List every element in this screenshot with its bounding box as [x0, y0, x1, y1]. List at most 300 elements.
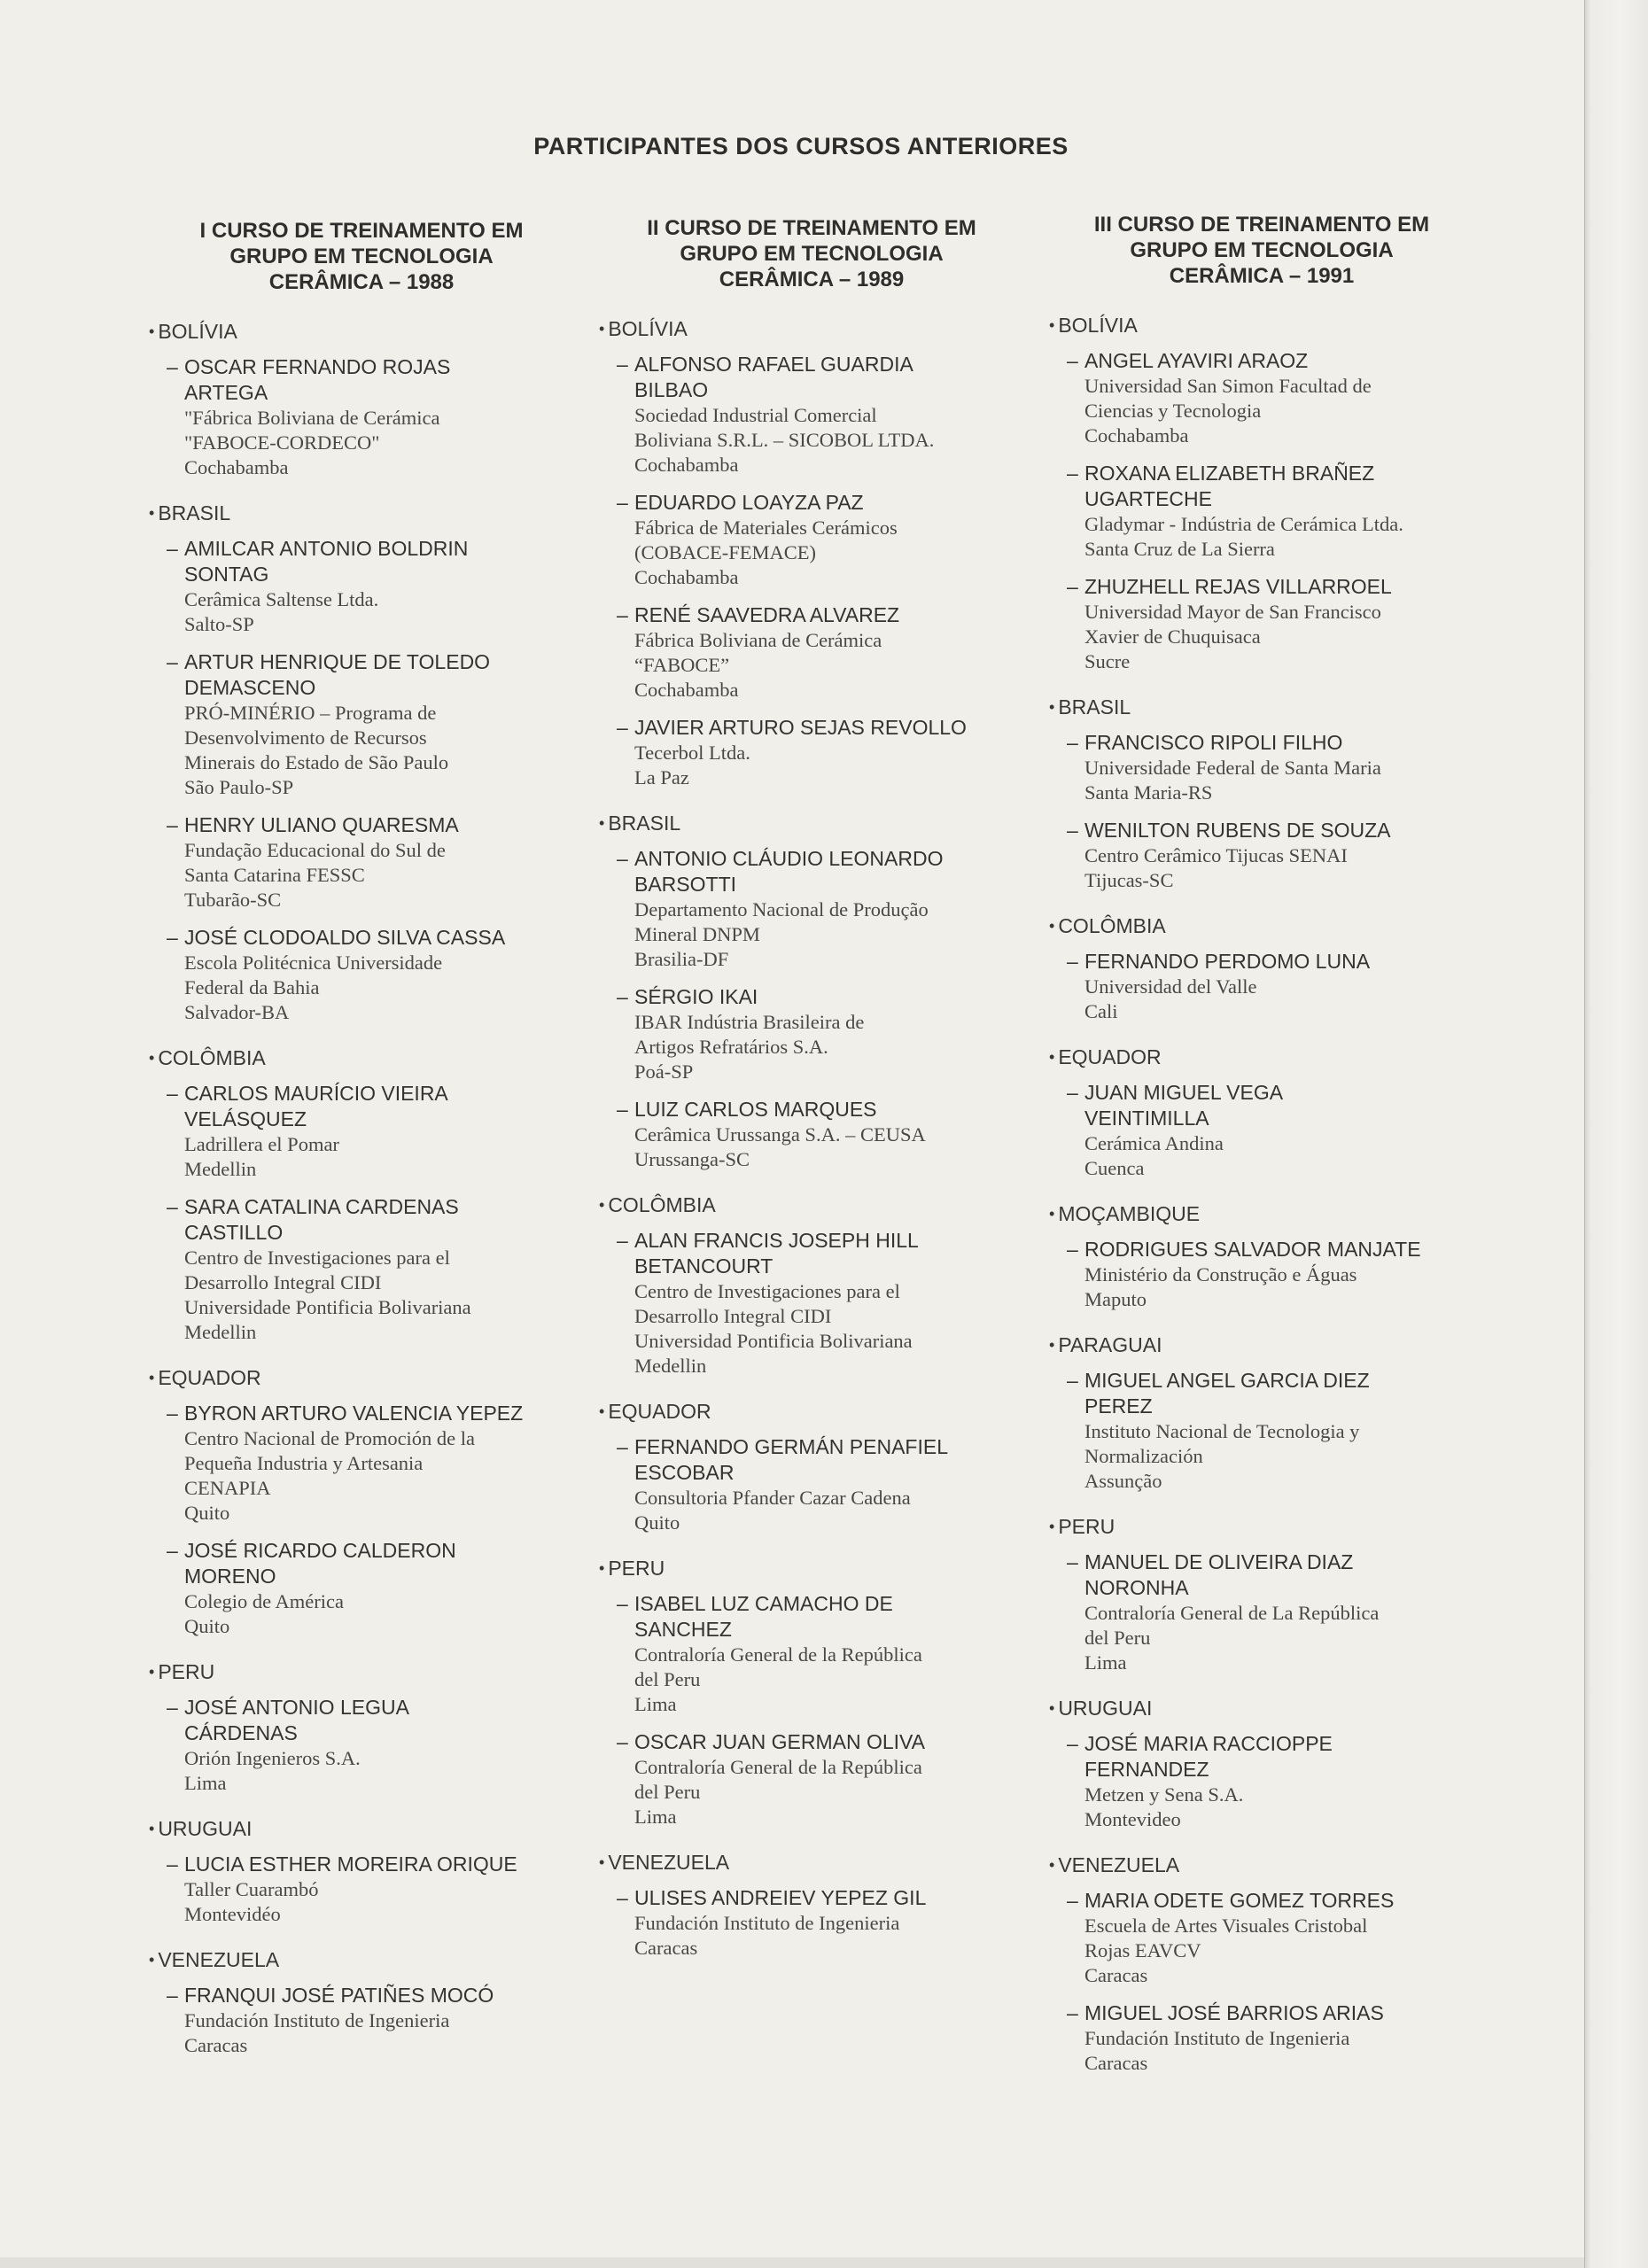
country-heading: [1049, 314, 1474, 338]
participant-affiliation: [1067, 1262, 1474, 1312]
affiliation-line: Metzen y Sena S.A.: [1084, 1783, 1244, 1806]
participant-name-line: ANTONIO CLÁUDIO LEONARDO: [634, 847, 944, 870]
course-heading-line: II CURSO DE TREINAMENTO EM: [647, 216, 976, 240]
participant-name: [1067, 730, 1474, 756]
affiliation-line: Medellin: [634, 1355, 707, 1377]
participant-name: [617, 846, 1024, 897]
affiliation-line: Cerâmica Urussanga S.A. – CEUSA: [634, 1123, 926, 1146]
participant-affiliation: [1067, 1914, 1474, 1988]
participant-name-line: ZHUZHELL REJAS VILLARROEL: [1084, 575, 1392, 598]
bullet-icon: •: [599, 1559, 605, 1577]
bullet-icon: •: [1049, 316, 1055, 334]
participant-name-line: VEINTIMILLA: [1084, 1107, 1209, 1130]
affiliation-line: IBAR Indústria Brasileira de: [634, 1011, 865, 1033]
participant-name-line: JOSÉ CLODOALDO SILVA CASSA: [184, 926, 506, 949]
course-heading-line: I CURSO DE TREINAMENTO EM: [199, 219, 524, 243]
country-heading: [1049, 1853, 1474, 1877]
affiliation-line: Sucre: [1084, 650, 1131, 672]
affiliation-line: Santa Maria-RS: [1084, 781, 1213, 804]
participant-name-line: SÉRGIO IKAI: [634, 985, 758, 1008]
participant-affiliation: [167, 1246, 574, 1345]
participant-name: [1067, 348, 1474, 374]
affiliation-line: Orión Ingenieros S.A.: [184, 1747, 361, 1769]
participant-name-line: LUCIA ESTHER MOREIRA ORIQUE: [184, 1852, 517, 1876]
participant-name: [167, 1081, 574, 1132]
participant-name: [1067, 818, 1474, 843]
affiliation-line: Cerámica Andina: [1084, 1132, 1224, 1154]
participant-name: [167, 1695, 574, 1746]
participant-name: [167, 1538, 574, 1589]
course-heading-line: CERÂMICA – 1991: [1169, 264, 1355, 288]
participant-name-line: AMILCAR ANTONIO BOLDRIN: [184, 537, 469, 560]
dash-mark: –: [1067, 1889, 1078, 1912]
participant-name: [1067, 2000, 1474, 2026]
participant-entry: [617, 1434, 1024, 1535]
dash-mark: –: [617, 353, 628, 376]
participant-name-line: PEREZ: [1084, 1394, 1153, 1418]
participant-entry: [1067, 1550, 1474, 1675]
participant-affiliation: [617, 1010, 1024, 1084]
participant-affiliation: [167, 1589, 574, 1639]
affiliation-line: PRÓ-MINÉRIO – Programa de: [184, 702, 437, 724]
affiliation-line: Desarrollo Integral CIDI: [184, 1271, 382, 1293]
participant-entry: [617, 1885, 1024, 1961]
country-heading: [1049, 1202, 1474, 1226]
participant-name-line: OSCAR JUAN GERMAN OLIVA: [634, 1730, 926, 1753]
affiliation-line: Quito: [184, 1615, 230, 1637]
participant-entry: [167, 1538, 574, 1639]
participant-name: [1067, 574, 1474, 600]
dash-mark: –: [167, 1402, 178, 1425]
dash-mark: –: [617, 1592, 628, 1615]
country-heading: [599, 317, 1024, 341]
affiliation-line: Universidade Pontificia Bolivariana: [184, 1296, 471, 1318]
participant-affiliation: [617, 1279, 1024, 1379]
participant-affiliation: [1067, 756, 1474, 805]
dash-mark: –: [167, 355, 178, 378]
participant-name-line: RENÉ SAAVEDRA ALVAREZ: [634, 603, 900, 626]
affiliation-line: Tecerbol Ltda.: [634, 742, 750, 764]
country-heading: [1049, 1697, 1474, 1720]
affiliation-line: Ministério da Construção e Águas: [1084, 1263, 1357, 1285]
affiliation-line: Federal da Bahia: [184, 976, 320, 998]
country-heading: [599, 1557, 1024, 1581]
dash-mark: –: [617, 1730, 628, 1753]
participant-name: [617, 1729, 1024, 1755]
country-name: COLÔMBIA: [608, 1193, 716, 1216]
participant-affiliation: [1067, 374, 1474, 448]
participant-name-line: SONTAG: [184, 563, 269, 586]
affiliation-line: São Paulo-SP: [184, 776, 294, 798]
participant-affiliation: [1067, 1131, 1474, 1181]
affiliation-line: Poá-SP: [634, 1060, 694, 1083]
country-heading: [149, 1660, 574, 1684]
dash-mark: –: [1067, 1732, 1078, 1755]
affiliation-line: Universidad del Valle: [1084, 975, 1257, 998]
affiliation-line: “FABOCE”: [634, 654, 730, 676]
affiliation-line: Minerais do Estado de São Paulo: [184, 751, 449, 773]
country-heading: [149, 1046, 574, 1070]
participant-affiliation: [167, 701, 574, 800]
participant-entry: [1067, 730, 1474, 805]
participant-affiliation: [617, 1643, 1024, 1717]
dash-mark: –: [1067, 1238, 1078, 1261]
participant-entry: [617, 846, 1024, 972]
course-heading-line: CERÂMICA – 1989: [719, 268, 905, 291]
participant-affiliation: [617, 1755, 1024, 1829]
participant-affiliation: [167, 1426, 574, 1526]
participant-entry: [1067, 1888, 1474, 1988]
bullet-icon: •: [1049, 698, 1055, 716]
affiliation-line: Fábrica Boliviana de Cerámica: [634, 629, 882, 651]
dash-mark: –: [1067, 950, 1078, 973]
participant-name-line: CASTILLO: [184, 1221, 284, 1244]
participant-entry: [167, 354, 574, 480]
participant-affiliation: [167, 2008, 574, 2058]
country-name: URUGUAI: [1058, 1697, 1153, 1720]
participant-entry: [617, 984, 1024, 1084]
participant-name: [1067, 461, 1474, 512]
bullet-icon: •: [149, 1820, 155, 1837]
dash-mark: –: [1067, 2001, 1078, 2024]
country-name: EQUADOR: [608, 1400, 711, 1423]
participant-name: [617, 1097, 1024, 1122]
participant-entry: [167, 536, 574, 637]
affiliation-line: "FABOCE-CORDECO": [184, 431, 380, 454]
participant-affiliation: [1067, 843, 1474, 893]
dash-mark: –: [1067, 1081, 1078, 1104]
bullet-icon: •: [599, 1196, 605, 1214]
dash-mark: –: [1067, 462, 1078, 485]
dash-mark: –: [617, 1229, 628, 1252]
participant-name: [167, 536, 574, 587]
participant-name-line: CARLOS MAURÍCIO VIEIRA: [184, 1082, 448, 1105]
participant-entry: [1067, 574, 1474, 674]
participant-name-line: VELÁSQUEZ: [184, 1107, 307, 1130]
participant-name: [167, 1401, 574, 1426]
bullet-icon: •: [1049, 1048, 1055, 1066]
country-name: PERU: [1058, 1515, 1116, 1538]
affiliation-line: Cochabamba: [634, 454, 739, 476]
participant-affiliation: [167, 406, 574, 480]
participant-affiliation: [167, 587, 574, 637]
affiliation-line: Departamento Nacional de Produção: [634, 898, 929, 920]
affiliation-line: Cochabamba: [634, 566, 739, 588]
affiliation-line: Caracas: [184, 2034, 248, 2056]
participant-name-line: CÁRDENAS: [184, 1721, 298, 1744]
participant-affiliation: [1067, 975, 1474, 1024]
bullet-icon: •: [149, 322, 155, 340]
country-heading: [1049, 1515, 1474, 1539]
participant-affiliation: [617, 1486, 1024, 1535]
affiliation-line: Escuela de Artes Visuales Cristobal: [1084, 1915, 1368, 1937]
participant-name-line: JOSÉ ANTONIO LEGUA: [184, 1696, 409, 1719]
affiliation-line: Universidad Pontificia Bolivariana: [634, 1330, 913, 1352]
participant-name: [617, 715, 1024, 741]
participant-name-line: MORENO: [184, 1565, 276, 1588]
participant-name: [1067, 1550, 1474, 1601]
country-name: COLÔMBIA: [158, 1046, 266, 1069]
affiliation-line: Desarrollo Integral CIDI: [634, 1305, 832, 1327]
affiliation-line: Taller Cuarambó: [184, 1878, 319, 1900]
country-heading: [1049, 1045, 1474, 1069]
affiliation-line: Maputo: [1084, 1288, 1147, 1310]
affiliation-line: Sociedad Industrial Comercial: [634, 404, 877, 426]
bullet-icon: •: [599, 1853, 605, 1871]
participant-entry: [167, 1081, 574, 1182]
country-name: BRASIL: [608, 812, 681, 835]
affiliation-line: Fundación Instituto de Ingenieria: [634, 1912, 900, 1934]
page-bottom-edge: [0, 2257, 1584, 2268]
page-edge: [1584, 0, 1648, 2268]
participant-name: [167, 1194, 574, 1246]
country-name: MOÇAMBIQUE: [1058, 1202, 1201, 1225]
participant-affiliation: [1067, 1419, 1474, 1494]
country-name: BOLÍVIA: [608, 317, 688, 340]
participant-name-line: ARTUR HENRIQUE DE TOLEDO: [184, 650, 491, 673]
participant-name-line: ISABEL LUZ CAMACHO DE: [634, 1592, 893, 1615]
participant-name-line: JUAN MIGUEL VEGA: [1084, 1081, 1284, 1104]
affiliation-line: Lima: [634, 1806, 677, 1828]
participant-name: [1067, 1237, 1474, 1262]
affiliation-line: Ladrillera el Pomar: [184, 1133, 339, 1155]
participant-name-line: WENILTON RUBENS DE SOUZA: [1084, 819, 1391, 842]
participant-name-line: BETANCOURT: [634, 1254, 773, 1278]
bullet-icon: •: [149, 1369, 155, 1386]
affiliation-line: La Paz: [634, 766, 689, 788]
course-heading-line: GRUPO EM TECNOLOGIA: [1130, 238, 1394, 262]
participant-name-line: HENRY ULIANO QUARESMA: [184, 813, 459, 836]
participant-affiliation: [1067, 600, 1474, 674]
affiliation-line: Caracas: [1084, 2052, 1148, 2074]
dash-mark: –: [617, 985, 628, 1008]
bullet-icon: •: [1049, 1336, 1055, 1354]
bullet-icon: •: [1049, 1699, 1055, 1717]
participant-name: [1067, 1731, 1474, 1783]
country-name: VENEZUELA: [158, 1948, 280, 1971]
affiliation-line: Santa Cruz de La Sierra: [1084, 538, 1275, 560]
country-heading: [1049, 695, 1474, 719]
participant-affiliation: [167, 951, 574, 1025]
affiliation-line: Quito: [184, 1502, 230, 1524]
country-name: VENEZUELA: [1058, 1853, 1180, 1876]
dash-mark: –: [1067, 1369, 1078, 1392]
participant-affiliation: [617, 897, 1024, 972]
dash-mark: –: [617, 491, 628, 514]
country-heading: [599, 1193, 1024, 1217]
participant-affiliation: [617, 1122, 1024, 1172]
participant-affiliation: [167, 838, 574, 913]
country-name: PERU: [608, 1557, 665, 1580]
participant-entry: [1067, 1368, 1474, 1494]
affiliation-line: Brasilia-DF: [634, 948, 729, 970]
country-heading: [599, 1851, 1024, 1875]
dash-mark: –: [617, 847, 628, 870]
participant-name-line: ALFONSO RAFAEL GUARDIA: [634, 353, 913, 376]
participant-name-line: OSCAR FERNANDO ROJAS: [184, 355, 451, 378]
bullet-icon: •: [149, 504, 155, 522]
participant-entry: [617, 602, 1024, 703]
dash-mark: –: [167, 813, 178, 836]
participant-entry: [1067, 348, 1474, 448]
participant-name: [1067, 1080, 1474, 1131]
participant-entry: [1067, 2000, 1474, 2076]
affiliation-line: Cerâmica Saltense Ltda.: [184, 588, 379, 610]
affiliation-line: Pequeña Industria y Artesania: [184, 1452, 424, 1474]
affiliation-line: Cochabamba: [634, 679, 739, 701]
bullet-icon: •: [149, 1951, 155, 1969]
affiliation-line: Lima: [184, 1772, 227, 1794]
participant-name: [617, 352, 1024, 403]
country-name: BRASIL: [158, 501, 231, 524]
affiliation-line: Fundação Educacional do Sul de: [184, 839, 446, 861]
course-heading-line: GRUPO EM TECNOLOGIA: [229, 245, 494, 268]
course-column-1989: [599, 215, 1024, 1973]
participant-affiliation: [1067, 512, 1474, 562]
participant-entry: [167, 1695, 574, 1796]
affiliation-line: CENAPIA: [184, 1477, 271, 1499]
participant-name-line: ESCOBAR: [634, 1461, 735, 1484]
affiliation-line: Medellin: [184, 1158, 257, 1180]
country-heading: [149, 501, 574, 525]
dash-mark: –: [617, 603, 628, 626]
dash-mark: –: [167, 1082, 178, 1105]
participant-name-line: FRANCISCO RIPOLI FILHO: [1084, 731, 1343, 754]
participant-entry: [167, 1401, 574, 1526]
dash-mark: –: [167, 926, 178, 949]
participant-entry: [617, 1591, 1024, 1717]
dash-mark: –: [167, 1696, 178, 1719]
participant-affiliation: [617, 516, 1024, 590]
dash-mark: –: [1067, 819, 1078, 842]
participant-name-line: ULISES ANDREIEV YEPEZ GIL: [634, 1886, 927, 1909]
participant-affiliation: [617, 403, 1024, 478]
affiliation-line: Contraloría General de la República: [634, 1756, 922, 1778]
participant-name: [617, 602, 1024, 628]
dash-mark: –: [617, 1435, 628, 1458]
country-heading: [149, 1366, 574, 1390]
participant-name: [617, 490, 1024, 516]
affiliation-line: Montevidéo: [184, 1903, 281, 1925]
affiliation-line: (COBACE-FEMACE): [634, 541, 817, 563]
affiliation-line: Salvador-BA: [184, 1001, 290, 1023]
participant-name: [617, 1885, 1024, 1911]
bullet-icon: •: [1049, 1856, 1055, 1874]
bullet-icon: •: [599, 1402, 605, 1420]
participant-name-line: MANUEL DE OLIVEIRA DIAZ: [1084, 1550, 1354, 1573]
affiliation-line: Colegio de América: [184, 1590, 344, 1612]
page-title: PARTICIPANTES DOS CURSOS ANTERIORES: [533, 133, 1069, 159]
country-name: PARAGUAI: [1058, 1333, 1162, 1356]
participant-entry: [167, 1983, 574, 2058]
participant-name-line: FERNANDO PERDOMO LUNA: [1084, 950, 1371, 973]
participant-entry: [617, 352, 1024, 478]
affiliation-line: Instituto Nacional de Tecnologia y: [1084, 1420, 1360, 1442]
bullet-icon: •: [1049, 1205, 1055, 1223]
dash-mark: –: [1067, 575, 1078, 598]
affiliation-line: Caracas: [1084, 1964, 1148, 1986]
participant-name-line: NORONHA: [1084, 1576, 1189, 1599]
bullet-icon: •: [149, 1663, 155, 1681]
participant-affiliation: [1067, 1601, 1474, 1675]
participant-name-line: ROXANA ELIZABETH BRAÑEZ: [1084, 462, 1375, 485]
participant-name-line: LUIZ CARLOS MARQUES: [634, 1098, 877, 1121]
dash-mark: –: [167, 650, 178, 673]
affiliation-line: Fundación Instituto de Ingenieria: [1084, 2027, 1350, 2049]
participant-name-line: ALAN FRANCIS JOSEPH HILL: [634, 1229, 919, 1252]
affiliation-line: Centro de Investigaciones para el: [184, 1247, 450, 1269]
affiliation-line: Centro Nacional de Promoción de la: [184, 1427, 476, 1449]
participant-affiliation: [617, 628, 1024, 703]
affiliation-line: Centro de Investigaciones para el: [634, 1280, 900, 1302]
affiliation-line: Escola Politécnica Universidade: [184, 951, 443, 974]
participant-entry: [167, 1852, 574, 1927]
affiliation-line: Normalización: [1084, 1445, 1203, 1467]
affiliation-line: Boliviana S.R.L. – SICOBOL LTDA.: [634, 429, 935, 451]
dash-mark: –: [167, 1984, 178, 2007]
affiliation-line: Fundación Instituto de Ingenieria: [184, 2009, 450, 2031]
participant-name: [1067, 949, 1474, 975]
country-name: VENEZUELA: [608, 1851, 730, 1874]
participant-entry: [1067, 949, 1474, 1024]
participant-affiliation: [617, 1911, 1024, 1961]
participant-name: [617, 1591, 1024, 1643]
participant-entry: [1067, 461, 1474, 562]
participant-name-line: EDUARDO LOAYZA PAZ: [634, 491, 864, 514]
affiliation-line: Ciencias y Tecnologia: [1084, 400, 1262, 422]
country-name: BOLÍVIA: [1058, 314, 1138, 337]
participant-entry: [167, 1194, 574, 1345]
affiliation-line: del Peru: [1084, 1627, 1151, 1649]
affiliation-line: Centro Cerâmico Tijucas SENAI: [1084, 844, 1348, 866]
dash-mark: –: [167, 1195, 178, 1218]
course-column-1991: [1049, 212, 1474, 2088]
participant-affiliation: [617, 741, 1024, 790]
affiliation-line: Consultoria Pfander Cazar Cadena: [634, 1487, 911, 1509]
country-name: EQUADOR: [1058, 1045, 1162, 1068]
course-column-1988: [149, 218, 574, 2070]
dash-mark: –: [167, 1852, 178, 1876]
affiliation-line: Contraloría General de la República: [634, 1643, 922, 1666]
participant-name-line: BYRON ARTURO VALENCIA YEPEZ: [184, 1402, 524, 1425]
participant-name: [167, 1983, 574, 2008]
participant-entry: [617, 1097, 1024, 1172]
participant-name-line: UGARTECHE: [1084, 487, 1212, 510]
affiliation-line: Quito: [634, 1511, 680, 1534]
bullet-icon: •: [599, 814, 605, 832]
affiliation-line: Rojas EAVCV: [1084, 1939, 1201, 1961]
participant-name-line: FERNANDEZ: [1084, 1758, 1209, 1781]
participant-name-line: JOSÉ RICARDO CALDERON: [184, 1539, 456, 1562]
participant-affiliation: [167, 1132, 574, 1182]
country-name: COLÔMBIA: [1058, 914, 1166, 937]
participant-name-line: RODRIGUES SALVADOR MANJATE: [1084, 1238, 1421, 1261]
participant-name: [1067, 1888, 1474, 1914]
affiliation-line: Fábrica de Materiales Cerámicos: [634, 517, 898, 539]
dash-mark: –: [1067, 1550, 1078, 1573]
participant-entry: [617, 1729, 1024, 1829]
participant-affiliation: [1067, 1783, 1474, 1832]
dash-mark: –: [617, 716, 628, 739]
affiliation-line: Contraloría General de La República: [1084, 1602, 1380, 1624]
affiliation-line: del Peru: [634, 1668, 701, 1690]
course-heading: [1049, 212, 1474, 289]
country-name: BRASIL: [1058, 695, 1131, 718]
course-heading-line: GRUPO EM TECNOLOGIA: [680, 242, 944, 266]
affiliation-line: Gladymar - Indústria de Cerámica Ltda.: [1084, 513, 1403, 535]
participant-name: [167, 354, 574, 406]
affiliation-line: Desenvolvimento de Recursos: [184, 726, 427, 749]
